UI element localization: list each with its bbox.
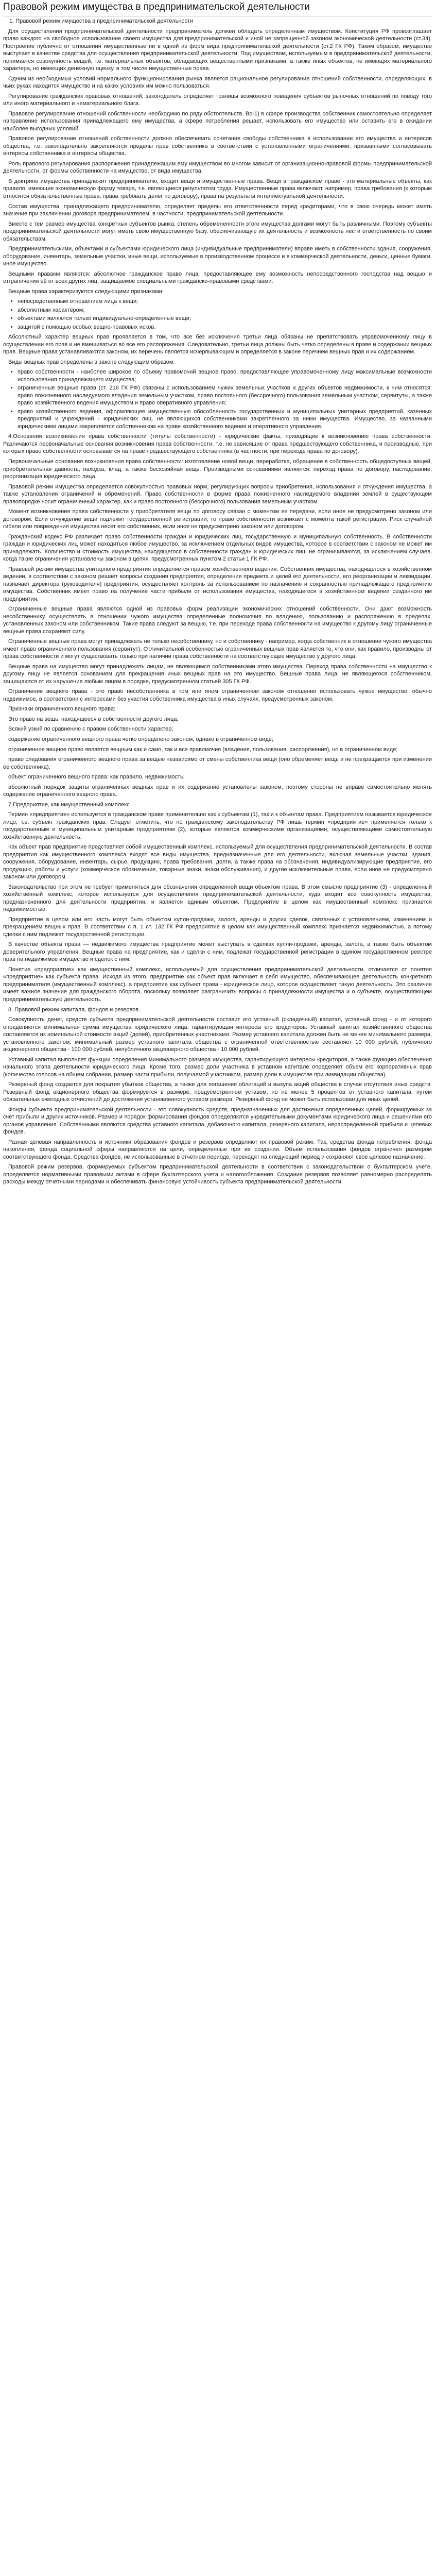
paragraph: Резервный фонд создается для покрытия убытков общества, а также для погашения облигаций и выкупа акций общества в случае отсутствия иных средств. Резервный фонд акционерного общества формируется в размере, предусмотренном уставом, но не менее 5 процентов от уставного капитала, путем обязательных ежегодных отчислений до достижения установленного уставом размера. Резервный фонд не может быть использован для иных целей.: [3, 1081, 432, 1103]
section-heading: 1. Правовой режим имущества в предпринимательской деятельности: [9, 18, 194, 25]
paragraph: Момент возникновения права собственности у приобретателя вещи по договору связан с моментом ее передачи, если иное не предусмотрено законом или договором. Если отчуждение вещи подлежит государственной регистрации, то право собственности возникает с момента такой регистрации. Риск случайной гибели или повреждения имущества несет его собственник, если иное не предусмотрено законом или договором.: [3, 509, 432, 530]
list-item: • право собственности - наиболее широкое по объему правомочий вещное право, предоставляющее управомоченному лицу максимальные возможности использования принадлежащего имущества;: [18, 368, 432, 383]
paragraph: Абсолютный характер вещных прав проявляется в том, что все без исключения третьи лица обязаны не препятствовать управомоченному лицу в осуществлении его прав и не вмешиваться во все его распоряжения. Следовательно, третьи лица должны быть четко определены в праве и содержании вещных прав. Вещные права устанавливаются законом, их перечень является исчерпывающим и определяется в законе перечнем вещных прав и их содержанием.: [3, 334, 432, 355]
paragraph: абсолютный порядок защиты ограниченных вещных прав и их содержание установлены законом, поэтому стороны не вправе самостоятельно менять содержание ограниченного вещного права.: [3, 784, 432, 798]
paragraph: Всякий узкий по сравнению с правом собственности характер;: [8, 726, 173, 733]
list-item: • непосредственным отношением лица к вещи;: [18, 298, 432, 306]
paragraph: Для осуществления предпринимательской деятельности предприниматель должен обладать определенным имуществом. Конституция РФ провозглашает право каждого на свободное использование своего имущества для предпринимательской и иной не запрещенной законом экономической деятельности (ст.34). Построение публично от отношения имущественные ни в одной из форм вида предпринимательской деятельности (ст.2 ГК РФ). Таким образом, имущество выступает в качестве средства для осуществления предпринимательской деятельности. Под имуществом, используемым в предпринимательской деятельности, понимается совокупность вещей, т.е. материальных объектов, обладающих вещественными признаками, а также иных объектов, не имеющих материального характера, но имеющих денежную оценку, в том числе имущественные права.: [3, 28, 432, 72]
paragraph: Регулирование гражданских правовых отношений, законодатель определяет границы возможного поведения субъектов рыночных отношений по поводу того или иного материального и нематериального блага.: [3, 93, 432, 107]
paragraph: Правовой режим резервов, формируемых субъектом предпринимательской деятельности в соответствии с законодательством о бухгалтерском учете, определяется нормативными правовыми актами в сфере бухгалтерского учета и налогообложения. Создание резервов позволяет равномерно распределять расходы между отчетными периодами и обеспечивать финансовую устойчивость субъекта предпринимательской деятельности.: [3, 1164, 432, 1185]
paragraph: Роль правового регулирования распоряжения принадлежащим ему имуществом во многом зависит от организационно-правовой формы предпринимательской деятельности, от формы собственности на имущество, от вида имущества.: [3, 160, 432, 175]
paragraph: ограниченное вещное право является вещным как и само, так и все правомочия (владения, пользования, распоряжения), но в ограниченном виде;: [8, 746, 398, 753]
paragraph: Понятие «предприятие» как имущественный комплекс, используемый для осуществления предпринимательской деятельности, отличается от понятия «предприятие» как субъекта права. Исходя из этого, предприятие как объект прав включает в себя имущество, обеспечивающее деятельность конкретного предпринимателя (имущественный комплекс), а предприятие как субъект права - юридическое лицо, которое осуществляет такую деятельность. Это различие имеет важное значение для гражданского оборота, поскольку позволяет разграничить вопросы о принадлежности имущества и о субъекте, осуществляющем предпринимательскую деятельность.: [3, 966, 432, 1003]
paragraph: Разная целевая направленность и источники образования фондов и резервов определяют их правовой режим. Так, средства фонда потребления, фонда накопления, фонда социальной сферы направляются на цели, определенные при их создании. Объем использования фондов ограничен размером соответствующего фонда. Средства фондов, не использованные в отчетном периоде, переходят на следующий период и сохраняют свое целевое назначение.: [3, 1139, 432, 1160]
paragraph: Ограниченные вещные права являются одной из правовых форм реализации экономических отношений собственности. Они дают возможность несобственнику осуществлять в отношении чужого имущества определенные полномочия по владению, пользованию и распоряжению в пределах, установленных законом или собственником. Такие права следуют за вещью, т.е. при переходе права собственности на имущество к другому лицу ограниченные вещные права сохраняют силу.: [3, 606, 432, 635]
paragraph: Термин «предприятие» используется в гражданском праве применительно как к субъектам (1), так и к объектам права. Предприятием называется юридическое лицо, т.е. субъект гражданских прав. Следует отметить, что по гражданскому законодательству РФ лишь термин «предприятие» применяется только к государственным и муниципальным унитарным предприятиям (2), которые являются коммерческими организациями, осуществляющими самостоятельную хозяйственную деятельность.: [3, 811, 432, 840]
paragraph: содержание ограниченного вещного права четко определено законом, однако в ограниченном виде;: [8, 736, 273, 742]
paragraph: В качестве объекта права — недвижимого имущества предприятие может выступать в сделках купли-продажи, аренды, залога, а также быть объектом доверительного управления. Вещные права на предприятие, как и сделки с ним, подлежат государственной регистрации в едином государственном реестре прав на недвижимое имущество и сделок с ним.: [3, 941, 432, 963]
paragraph: объект ограниченного вещного права: как правило, недвижимость;: [8, 774, 185, 781]
paragraph: Это право на вещь, находящееся в собственности другого лица;: [8, 716, 179, 722]
paragraph: Признаки ограниченного вещного права:: [8, 706, 116, 713]
paragraph: Вещные права на имущество могут принадлежать лицам, не являющимся собственниками этого имущества. Переход права собственности на имущество к другому лицу не является основанием для прекращения иных вещных прав на это имущество. Вещные права лица, не являющегося собственником, защищаются от их нарушения любым лицом в порядке, предусмотренном статьей 305 ГК РФ.: [3, 663, 432, 685]
paragraph: Вещными правами являются: абсолютное гражданское право лица, предоставляющее ему возможность непосредственного господства над вещью и отграничения её от всех других лиц, защищаемое специальными гражданско-правовыми средствами.: [3, 270, 432, 285]
paragraph: Предприятие в целом или его часть могут быть объектом купли-продажи, залога, аренды и других сделок, связанных с установлением, изменением и прекращением вещных прав. В соответствии с п. 1 ст. 132 ГК РФ предприятие в целом как имущественный комплекс признается недвижимостью, а потому сделки с ним подлежат государственной регистрации.: [3, 916, 432, 938]
paragraph: Уставный капитал выполняет функции определения минимального размера имущества, гарантирующего интересы кредиторов, а также функцию обеспечения начального этапа деятельности юридического лица. Кроме того, размер доли участника в уставном капитале определяет объем его корпоративных прав (количество голосов на общем собрании, размер части прибыли, получаемой участником, размер доли в имуществе при ликвидации общества).: [3, 1056, 432, 1078]
list-item: • ограниченные вещные права (ст. 216 ГК РФ) связаны с использованием чужих земельных участков и других объектов недвижимости, к ним относятся: право пожизненного наследуемого владения земельным участком, право постоянного (бессрочного) пользования земельным участком, сервитуты, а также право хозяйственного ведения имуществом и право оперативного управления;: [18, 384, 432, 407]
paragraph: Правовое регулирование отношений собственности должно обеспечивать сочетание свободы собственника в использовании его имущества и интересов общества, т.е. законодательно закрепляются пределы прав собственника в соответствии с установленными ограничениями, призванными согласовывать интересы собственника и интересы общества.: [3, 135, 432, 157]
list-item: • объектами являются только индивидуально-определенные вещи;: [18, 315, 432, 323]
paragraph: 7.Предприятие, как имущественный комплекс: [8, 801, 130, 808]
paragraph: 8. Правовой режим капитала, фондов и резервов.: [8, 1006, 141, 1013]
document-body: [3, 16, 432, 1186]
paragraph: Состав имущества, принадлежащего предпринимателю, определяет пределы его ответственности перед кредиторами, что в свою очередь может иметь значение при заключении договора предпринимателем, в частности, предпринимательской деятельности.: [3, 203, 432, 217]
paragraph: Ограничение вещного права - это право несобственника в том или ином ограниченном законом отношении использовать чужое имущество, обычно недвижимое, в соответствии с интересами без участия собственника имущества в иных случаях, предусмотренных законом.: [3, 688, 432, 702]
list-item: • абсолютным характером;: [18, 307, 432, 314]
paragraph: Вместе с тем размер имущества конкретных субъектов рынка, степень обремененности этого имущества долгами могут быть различными. Поэтому субъекты предпринимательской деятельности могут иметь свою имущественную базу, обеспечивающую их деятельность и возможность нести ответственность по своим обязательствам.: [3, 221, 432, 242]
paragraph: право следования ограниченного вещного права за вещью независимо от смены собственника вещи (оно обременяет вещь и не прекращается при изменении ее собственника);: [3, 756, 432, 770]
paragraph: В доктрине имущества принадлежит предпринимателю, входит вещи и имущественные права. Вещи в гражданском праве - это материальные объекты, как правило, имеющие экономическую форму товара, т.е. являющиеся результатом труда. Имущественные права включают, например, права требования (к которым относятся обязательственные права, права требовать денег по договору), права на результаты интеллектуальной деятельности.: [3, 178, 432, 199]
paragraph: Ограниченные вещные права могут принадлежать не только несобственнику, но и собственнику - например, когда собственник в отношении чужого имущества имеет право ограниченного пользования (сервитут). Отличительной особенностью ограниченных вещных прав является то, что они, как правило, производны от права собственности и могут существовать только при наличии права собственности на соответствующее имущество у другого лица.: [3, 638, 432, 660]
paragraph: Правовое регулирование отношений собственности необходимо по ряду обстоятельств. Во-1) в сфере производства собственник самостоятельно определяет направление использования принадлежащего ему имущества, а сфере потребления решает, использовать его имущество или оставить его в ожидании наиболее выгодных условий.: [3, 110, 432, 132]
paragraph: Гражданский кодекс РФ различает право собственности граждан и юридических лиц, государственную и муниципальную собственность. В собственности граждан и юридических лиц может находиться любое имущество, за исключением отдельных видов имущества, которое в соответствии с законом не может им принадлежать. Количество и стоимость имущества, находящегося в собственности граждан и юридических лиц, не ограничиваются, за исключением случаев, когда такие ограничения установлены законом в целях, предусмотренных пунктом 2 статьи 1 ГК РФ.: [3, 533, 432, 563]
paragraph: Как объект прав предприятие представляет собой имущественный комплекс, используемый для осуществления предпринимательской деятельности. В состав предприятия как имущественного комплекса входят все виды имущества, предназначенные для его деятельности, включая земельные участки, здания, сооружения, оборудование, инвентарь, сырье, продукцию, права требования, долги, а также права на обозначения, индивидуализирующие предприятие, его продукцию, работы и услуги (коммерческое обозначение, товарные знаки, знаки обслуживания), и другие исключительные права, если иное не предусмотрено законом или договором.: [3, 844, 432, 880]
paragraph: Виды вещных прав определены в законе следующим образом:: [8, 359, 175, 365]
list-item: • защитой с помощью особых вещно-правовых исков.: [18, 324, 432, 331]
document: [0, 0, 436, 1195]
paragraph: Совокупность денег, средств субъекта предпринимательской деятельности составит его уставный (складочный) капитал, уставный фонд - и от которого определяются минимальная сумма имущества юридического лица, гарантирующая интересы его кредиторов. Уставный капитал хозяйственного общества составляется из номинальной стоимости акций (долей), приобретенных участниками. Размер уставного капитала должен быть не менее минимального размера, установленного законом; минимальный размер уставного капитала общества с ограниченной ответственностью составляет 10 000 рублей, публичного акционерного общества - 100 000 рублей, непубличного акционерного общества - 10 000 рублей.: [3, 1016, 432, 1053]
paragraph: 4.Основания возникновения права собственности (титулы собственности) - юридические факты, приводящие к возникновению права собственности. Различаются первоначальные основания возникновения права собственности, т.е. не зависящие от права предшествующего собственника, и производные, при которых право собственности основывается на праве предшествующего собственника (в частности, при переходе права по договору).: [3, 433, 432, 455]
bullet-list: [3, 298, 432, 331]
paragraph: Первоначальные основания возникновения права собственности: изготовление новой вещи, переработка, обращение в собственность общедоступных вещей, приобретательная давность, находка, клад, а также бесхозяйная вещь. Производными основаниями являются: переход права по договору, наследование, реорганизация юридического лица.: [3, 458, 432, 480]
page-title: Правовой режим имущества в предпринимательской деятельности: [3, 2, 310, 12]
paragraph: Фонды субъекта предпринимательской деятельности - это совокупность средств, предназначенных для достижения определенных целей, формируемых за счет прибыли и других источников. Размер и порядок формирования фондов определяются учредительными документами юридического лица и решениями его органов управления. Собственными являются средства уставного капитала, добавочного капитала, резервного капитала, нераспределенной прибыли и целевых фондов.: [3, 1106, 432, 1136]
paragraph: Правовой режим имущества унитарного предприятия определяется правом хозяйственного ведения. Собственник имущества, находящегося в хозяйственном ведении, в соответствии с законом решает вопросы создания предприятия, определения предмета и целей его деятельности, его реорганизации и ликвидации, назначает директора (руководителя) предприятия, осуществляет контроль за использованием по назначению и сохранностью принадлежащего предприятию имущества. Собственник имеет право на получение части прибыли от использования имущества, находящегося в хозяйственном ведении созданного им предприятия.: [3, 566, 432, 602]
list-item: • право хозяйственного ведения, оформляющее имущественную обособленность государственных и муниципальных унитарных предприятий, казенных предприятий и учреждений - юридических лиц, не являющихся собственниками закрепленного за ними имущества. Имущество, за названными юридическими лицами закрепляется собственником на праве хозяйственного ведения и оперативного управления.: [18, 408, 432, 431]
paragraph: Предпринимательскими, объектами и субъектами юридического лица (индивидуальные предприниматели) вправе иметь в собственности здания, сооружения, оборудование, инвентарь, земельные участки, иные вещи, используемые в производственном процессе и в коммерческой деятельности, деньги, ценные бумаги, иное имущество.: [3, 246, 432, 267]
paragraph: Правовой режим имущества определяется совокупностью правовых норм, регулирующих вопросы приобретения, использования и отчуждения имущества, а также установления ограничений и обременений. Право собственности в форме права пожизненного наследуемого владения землей в существующем правопорядке носит ограниченный характер, как и право постоянного (бессрочного) пользования земельным участком.: [3, 483, 432, 505]
bullet-list: [3, 368, 432, 430]
paragraph: Одним из необходимых условий нормального функционирования рынка является рациональное регулирование отношений собственности, определяющих, в чьих руках находится имущество и на каких условиях им можно пользоваться.: [3, 75, 432, 90]
paragraph: Вещные права характеризуются следующими признаками:: [8, 288, 164, 295]
paragraph: Законодательство при этом не требует применяться для обозначения определенной вещи объектом права. В этом смысле предприятие (3) - определенный хозяйственный комплекс, которое используется для осуществления предпринимательской деятельности, куда входят все совокупность имущества, предназначенного для деятельности предприятия, и является единым объектом. Предприятие в целом как имущественный комплекс признается недвижимостью.: [3, 884, 432, 913]
